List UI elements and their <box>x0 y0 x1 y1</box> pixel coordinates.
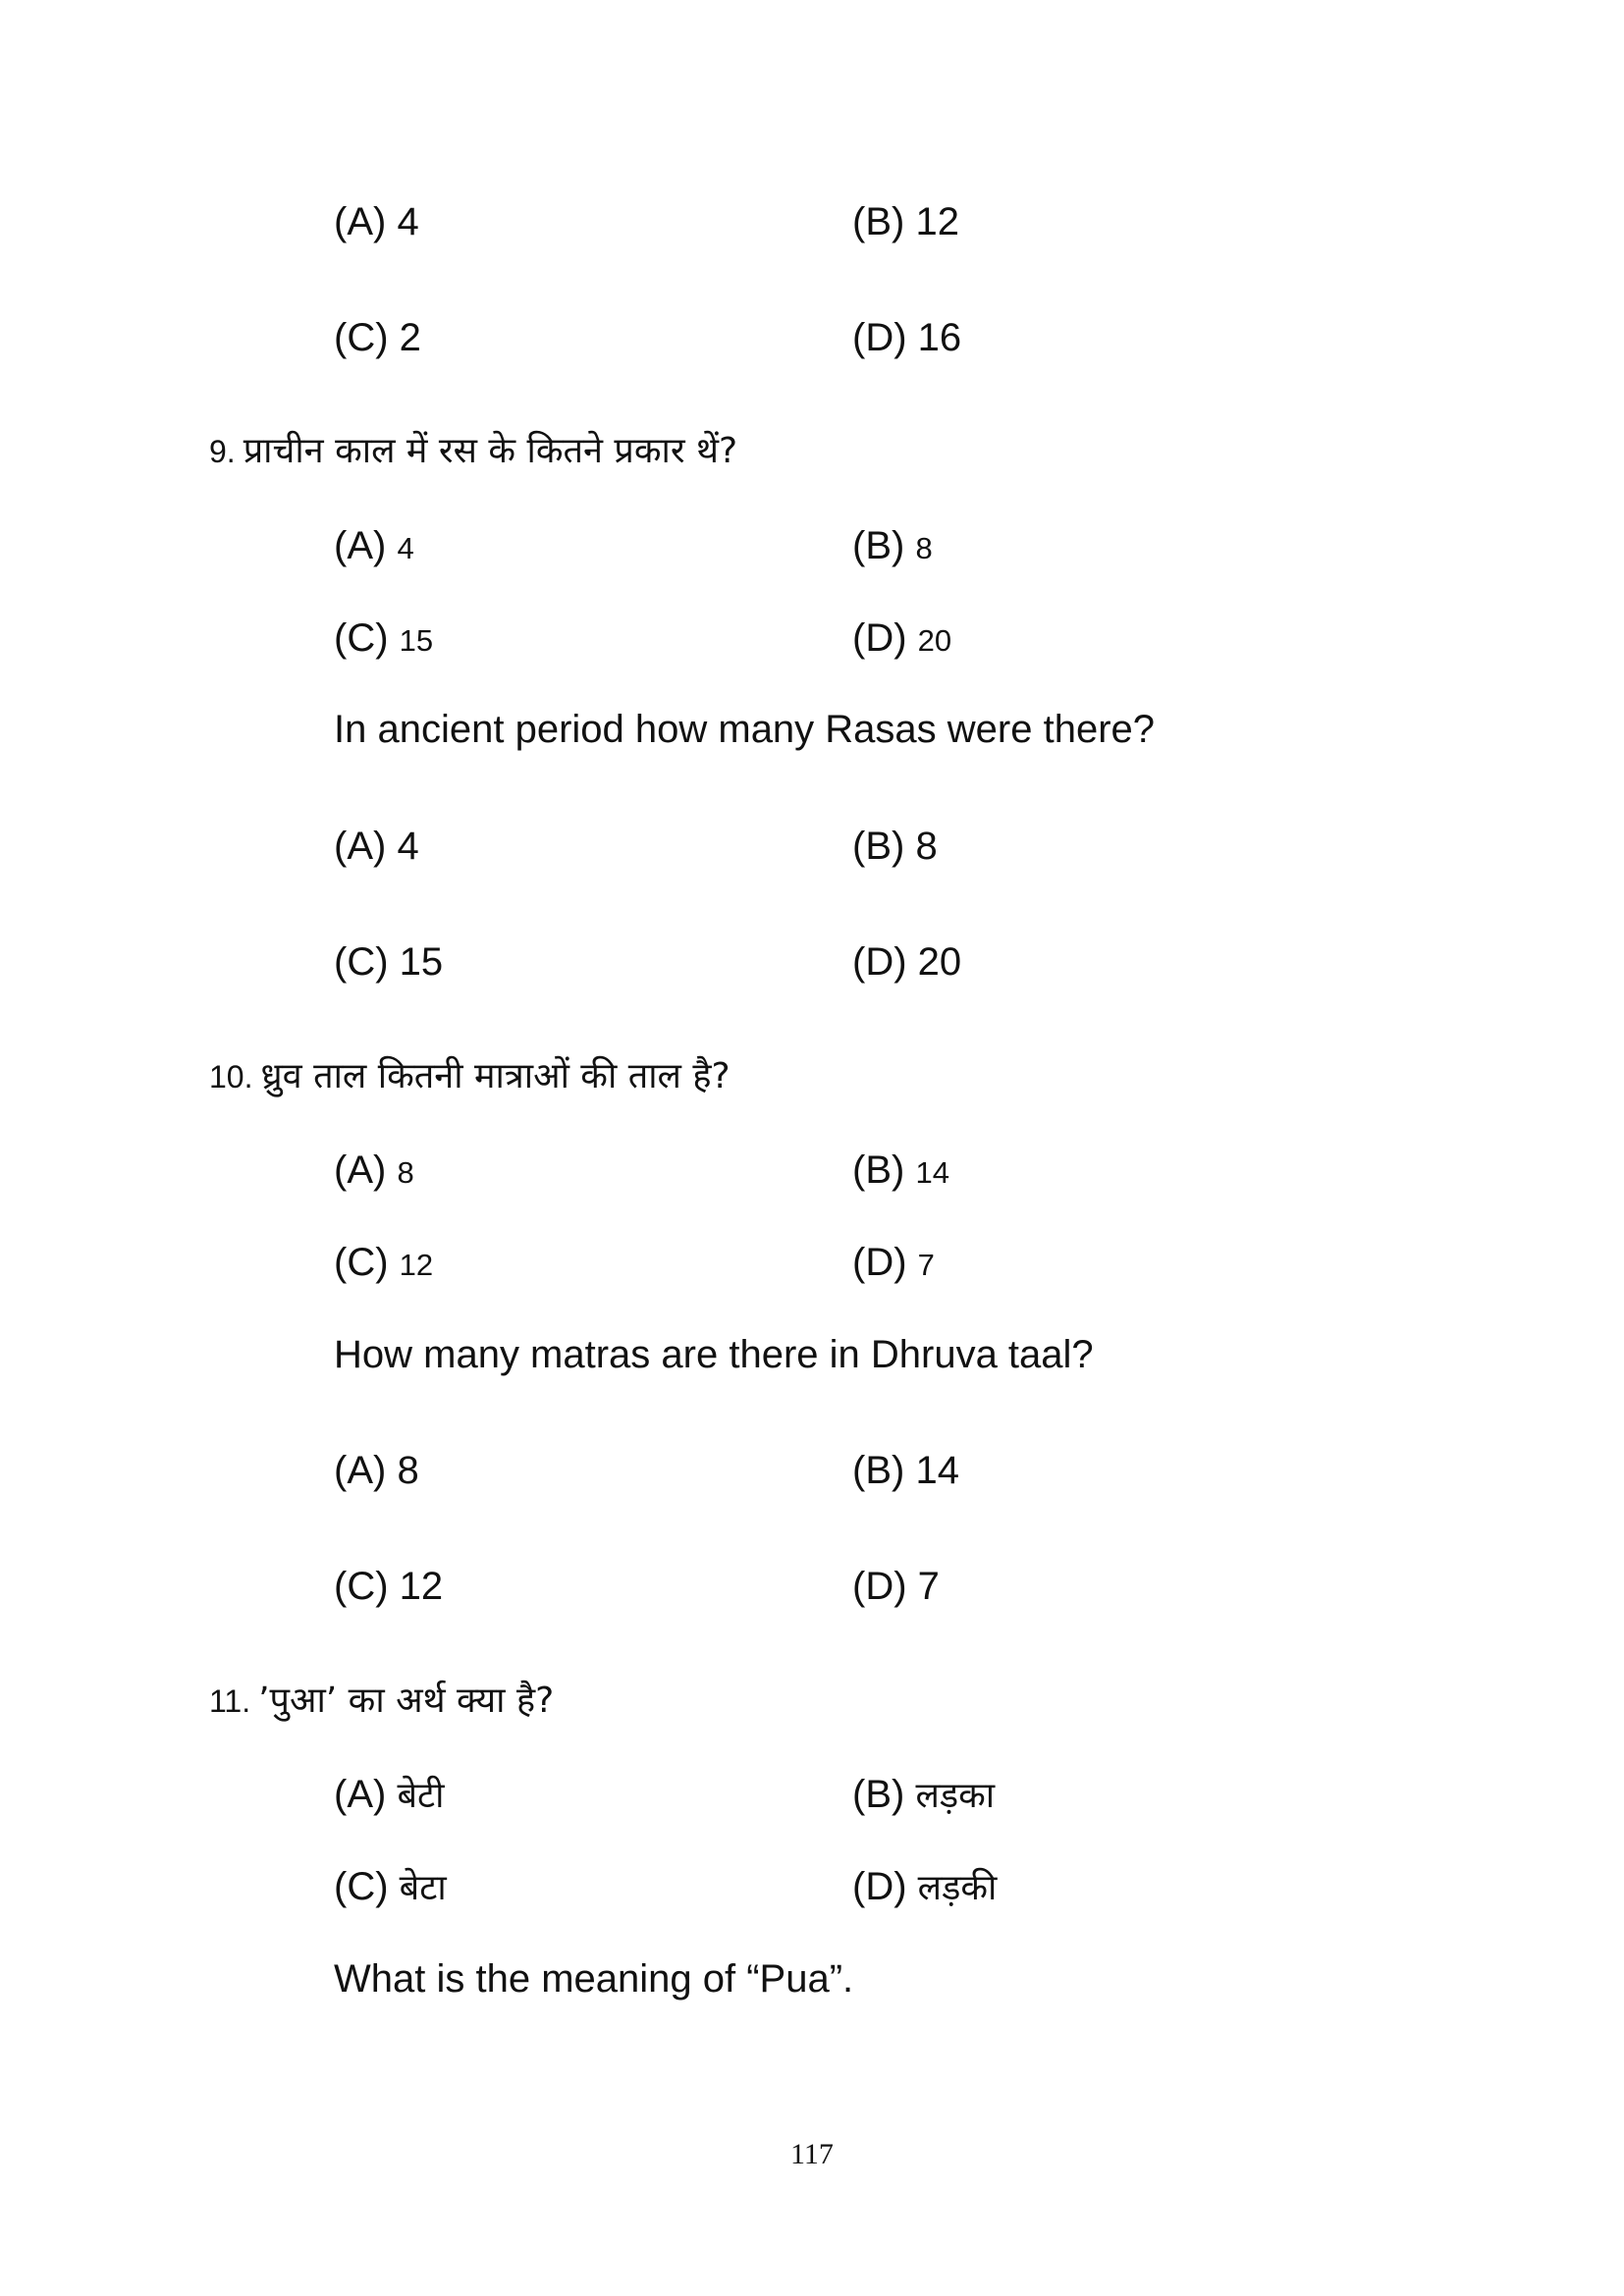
q9-english-question: In ancient period how many Rasas were there? <box>334 708 1156 751</box>
q10-hindi-options-row-2 <box>0 1233 1624 1292</box>
q9-hindi-option-c: (C) 15 <box>334 616 434 660</box>
q10-english-option-b: (B) 14 <box>852 1449 959 1492</box>
q9-hindi-option-d: (D) 20 <box>852 616 952 660</box>
q10-english-option-d: (D) 7 <box>852 1565 940 1608</box>
q9-english-option-b: (B) 8 <box>852 825 938 868</box>
q9-english-option-c: (C) 15 <box>334 940 444 984</box>
q10-hindi-option-c: (C) 12 <box>334 1241 434 1284</box>
q10-english-option-a: (A) 8 <box>334 1449 419 1492</box>
q8-options-row-2 <box>0 308 1624 367</box>
q11-hindi-option-a: (A) बेटी <box>334 1773 445 1816</box>
q10-english-question: How many matras are there in Dhruva taal? <box>334 1333 1094 1376</box>
q11-hindi-question: 11. ’पुआ’ का अर्थ क्या है? <box>209 1681 555 1721</box>
q11-hindi-option-b: (B) लड़का <box>852 1773 996 1816</box>
q8-option-c: (C) 2 <box>334 316 421 359</box>
q9-english-option-a: (A) 4 <box>334 825 419 868</box>
q9-hindi-option-a: (A) 4 <box>334 524 414 567</box>
q11-hindi-options-row-2 <box>0 1857 1624 1916</box>
q8-option-a: (A) 4 <box>334 200 419 243</box>
q11-english-question: What is the meaning of “Pua”. <box>334 1957 854 2001</box>
q8-option-b: (B) 12 <box>852 200 959 243</box>
q9-hindi-option-b: (B) 8 <box>852 524 933 567</box>
q9-english-options-row-1 <box>0 817 1624 876</box>
q9-hindi-options-row-2 <box>0 609 1624 667</box>
q11-hindi-option-c: (C) बेटा <box>334 1865 447 1908</box>
q8-options-row-1 <box>0 192 1624 251</box>
q10-english-options-row-2 <box>0 1557 1624 1616</box>
q9-hindi-options-row-1 <box>0 516 1624 575</box>
q11-hindi-option-d: (D) लड़की <box>852 1865 998 1908</box>
q8-option-d: (D) 16 <box>852 316 962 359</box>
q10-english-options-row-1 <box>0 1441 1624 1500</box>
page-number: 117 <box>790 2138 834 2170</box>
q10-hindi-option-a: (A) 8 <box>334 1148 414 1192</box>
q9-english-options-row-2 <box>0 933 1624 991</box>
q11-hindi-options-row-1 <box>0 1765 1624 1824</box>
q10-hindi-option-d: (D) 7 <box>852 1241 935 1284</box>
q10-english-option-c: (C) 12 <box>334 1565 444 1608</box>
q10-hindi-question: 10. ध्रुव ताल कितनी मात्राओं की ताल है? <box>209 1056 731 1096</box>
q9-english-option-d: (D) 20 <box>852 940 962 984</box>
q9-hindi-question: 9. प्राचीन काल में रस के कितने प्रकार थें? <box>209 431 738 471</box>
q10-hindi-option-b: (B) 14 <box>852 1148 949 1192</box>
q10-hindi-options-row-1 <box>0 1141 1624 1200</box>
